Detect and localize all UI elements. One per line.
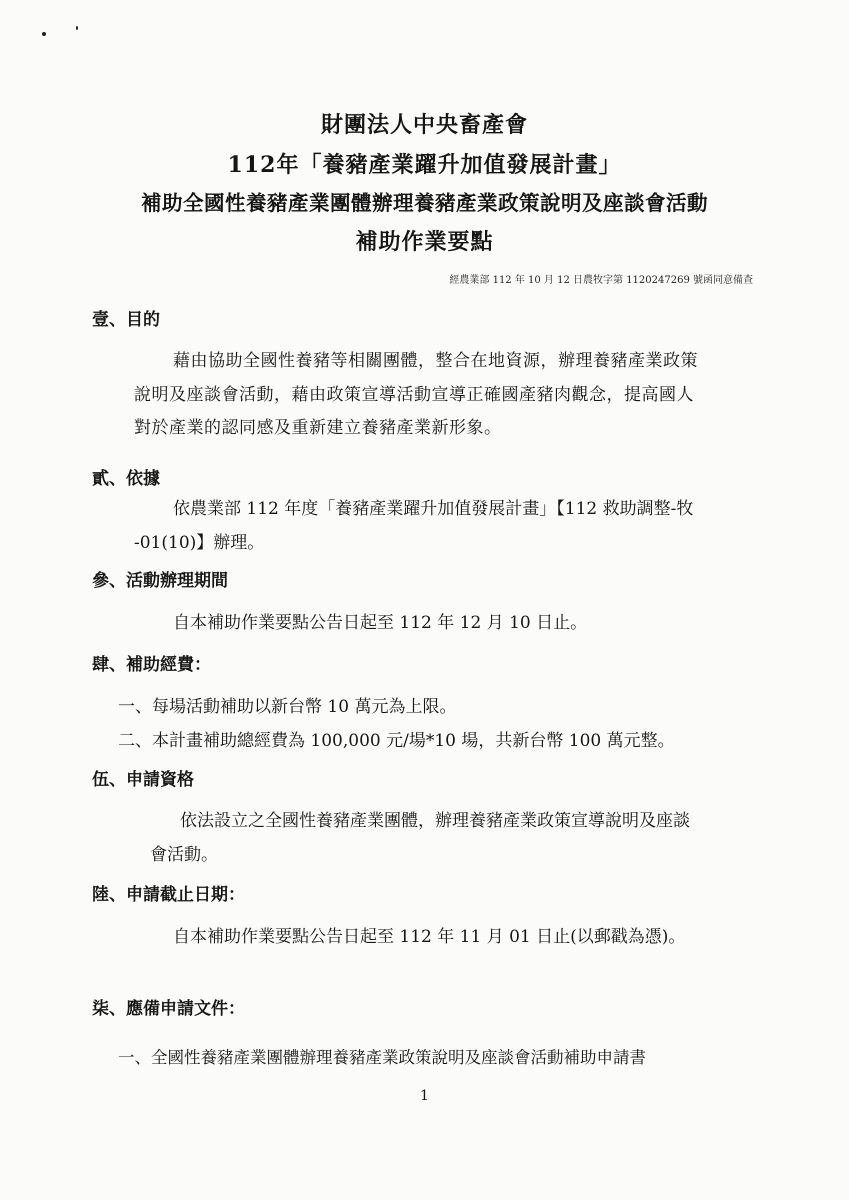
page-number: 1 — [420, 1088, 429, 1104]
title-plan: 112年「養豬產業躍升加值發展計畫」 — [227, 152, 622, 178]
deadline-line: 自本補助作業要點公告日起至 112 年 11 月 01 日止(以郵戳為憑)。 — [173, 927, 686, 947]
funding-item: 一、每場活動補助以新台幣 10 萬元為上限。 — [118, 697, 457, 717]
period-line: 自本補助作業要點公告日起至 112 年 12 月 10 日止。 — [173, 613, 588, 633]
basis-line: 依農業部 112 年度「養豬產業躍升加值發展計畫」【112 救助調整-牧 — [173, 499, 694, 519]
heading-deadline: 陸、申請截止日期： — [92, 885, 245, 905]
title-subject: 補助全國性養豬產業團體辦理養豬產業政策說明及座談會活動 — [141, 191, 708, 215]
eligibility-line: 會活動。 — [150, 845, 218, 865]
title-guidelines: 補助作業要點 — [355, 229, 494, 255]
heading-period: 參、活動辦理期間 — [92, 571, 228, 591]
heading-purpose: 壹、目的 — [92, 310, 160, 330]
heading-funding: 肆、補助經費： — [92, 655, 211, 675]
heading-documents: 柒、應備申請文件： — [92, 999, 245, 1019]
approval-note: 經農業部 112 年 10 月 12 日農牧字第 1120247269 號函同意備查 — [449, 275, 753, 286]
basis-line: -01(10)】辦理。 — [134, 533, 265, 553]
heading-basis: 貳、依據 — [92, 469, 160, 489]
purpose-line: 對於產業的認同感及重新建立養豬產業新形象。 — [134, 418, 502, 438]
eligibility-line: 依法設立之全國性養豬產業團體，辦理養豬產業政策宣導說明及座談 — [180, 811, 690, 831]
scan-speck — [76, 26, 78, 30]
purpose-line: 說明及座談會活動，藉由政策宣導活動宣導正確國產豬肉觀念，提高國人 — [134, 385, 694, 405]
purpose-line: 藉由協助全國性養豬等相關團體，整合在地資源，辦理養豬產業政策 — [173, 351, 698, 371]
documents-item: 一、全國性養豬產業團體辦理養豬產業政策說明及座談會活動補助申請書 — [118, 1048, 646, 1067]
heading-eligibility: 伍、申請資格 — [92, 770, 194, 790]
scan-speck — [42, 32, 46, 36]
title-org: 財團法人中央畜產會 — [320, 112, 528, 138]
funding-item: 二、本計畫補助總經費為 100,000 元/場*10 場，共新台幣 100 萬元整。 — [118, 731, 675, 751]
